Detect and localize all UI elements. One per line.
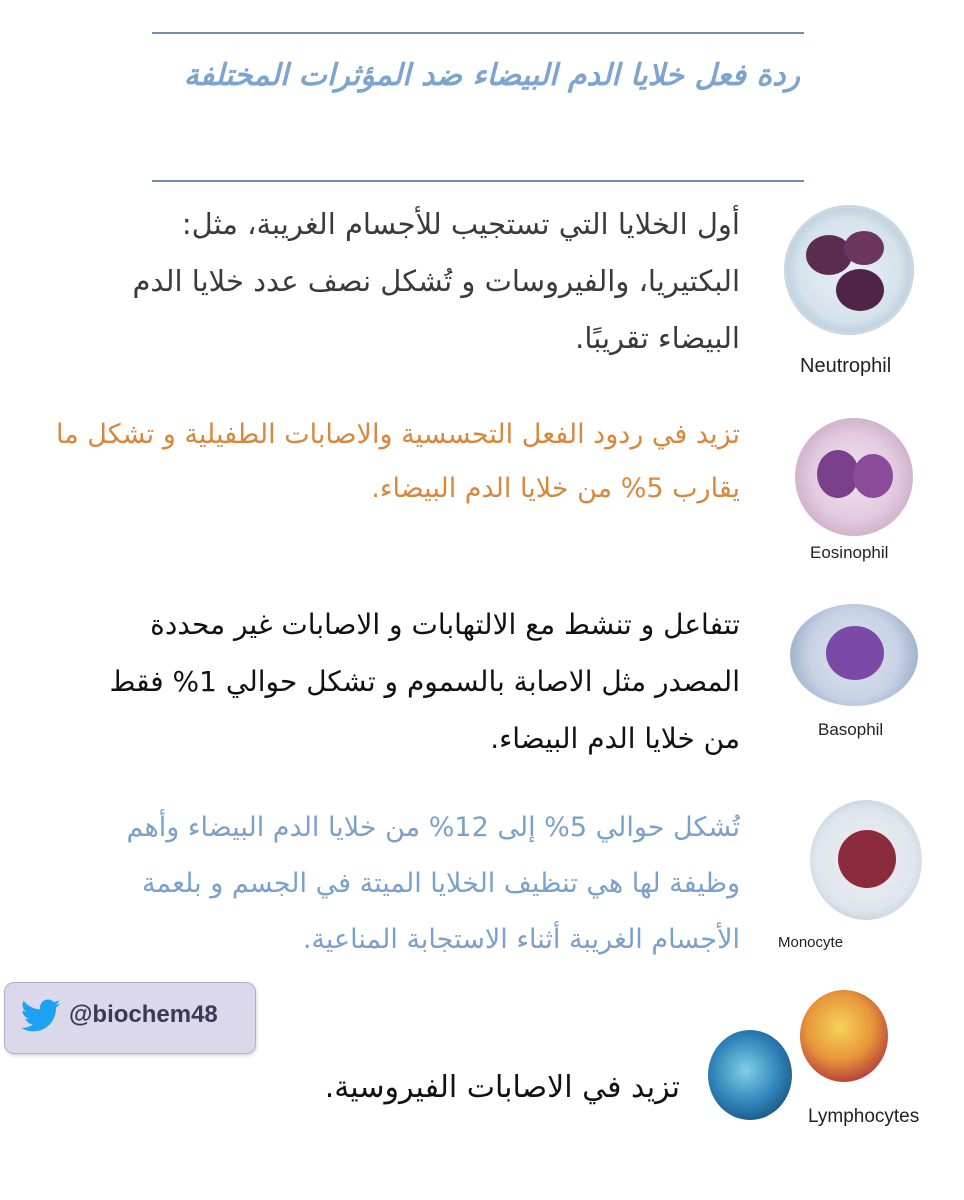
- eosinophil-label: Eosinophil: [810, 543, 889, 562]
- lymphocytes-description: تزيد في الاصابات الفيروسية.: [324, 1070, 680, 1105]
- monocyte-cell-image: [810, 800, 922, 920]
- basophil-cell-image: [790, 604, 918, 706]
- lymphocyte-cell-image-blue: [708, 1030, 792, 1120]
- bottom-rule: [152, 180, 804, 182]
- eosinophil-cell-image: [795, 418, 913, 536]
- basophil-label: Basophil: [818, 720, 884, 739]
- top-rule: [152, 32, 804, 34]
- monocyte-description: تُشكل حوالي 5% إلى 12% من خلايا الدم البيضاء وأهم وظيفة لها هي تنظيف الخلايا الميتة في الجسم و بلعمة الأجسام الغريبة أثناء الاستجابة المناعية.: [126, 812, 740, 955]
- eosinophil-description: تزيد في ردود الفعل التحسسية والاصابات الطفيلية و تشكل ما يقارب 5% من خلايا الدم البيضاء.: [55, 419, 740, 504]
- neutrophil-description: أول الخلايا التي تستجيب للأجسام الغريبة، مثل: البكتيريا، والفيروسات و تُشكل نصف عدد خلايا الدم البيضاء تقريبًا.: [132, 207, 740, 355]
- neutrophil-label: Neutrophil: [800, 355, 892, 377]
- monocyte-label: Monocyte: [778, 934, 844, 951]
- twitter-handle: @biochem48: [69, 1001, 218, 1028]
- twitter-bird-icon: [21, 999, 61, 1033]
- basophil-description: تتفاعل و تنشط مع الالتهابات و الاصابات غير محددة المصدر مثل الاصابة بالسموم و تشكل حوالي 1% فقط من خلايا الدم البيضاء.: [109, 608, 740, 755]
- page-title: ردة فعل خلايا الدم البيضاء ضد المؤثرات المختلفة: [183, 58, 800, 93]
- twitter-handle-badge[interactable]: [4, 982, 256, 1054]
- lymphocyte-cell-image-orange: [800, 990, 888, 1082]
- neutrophil-cell-image: [784, 205, 914, 335]
- lymphocytes-label: Lymphocytes: [808, 1106, 920, 1127]
